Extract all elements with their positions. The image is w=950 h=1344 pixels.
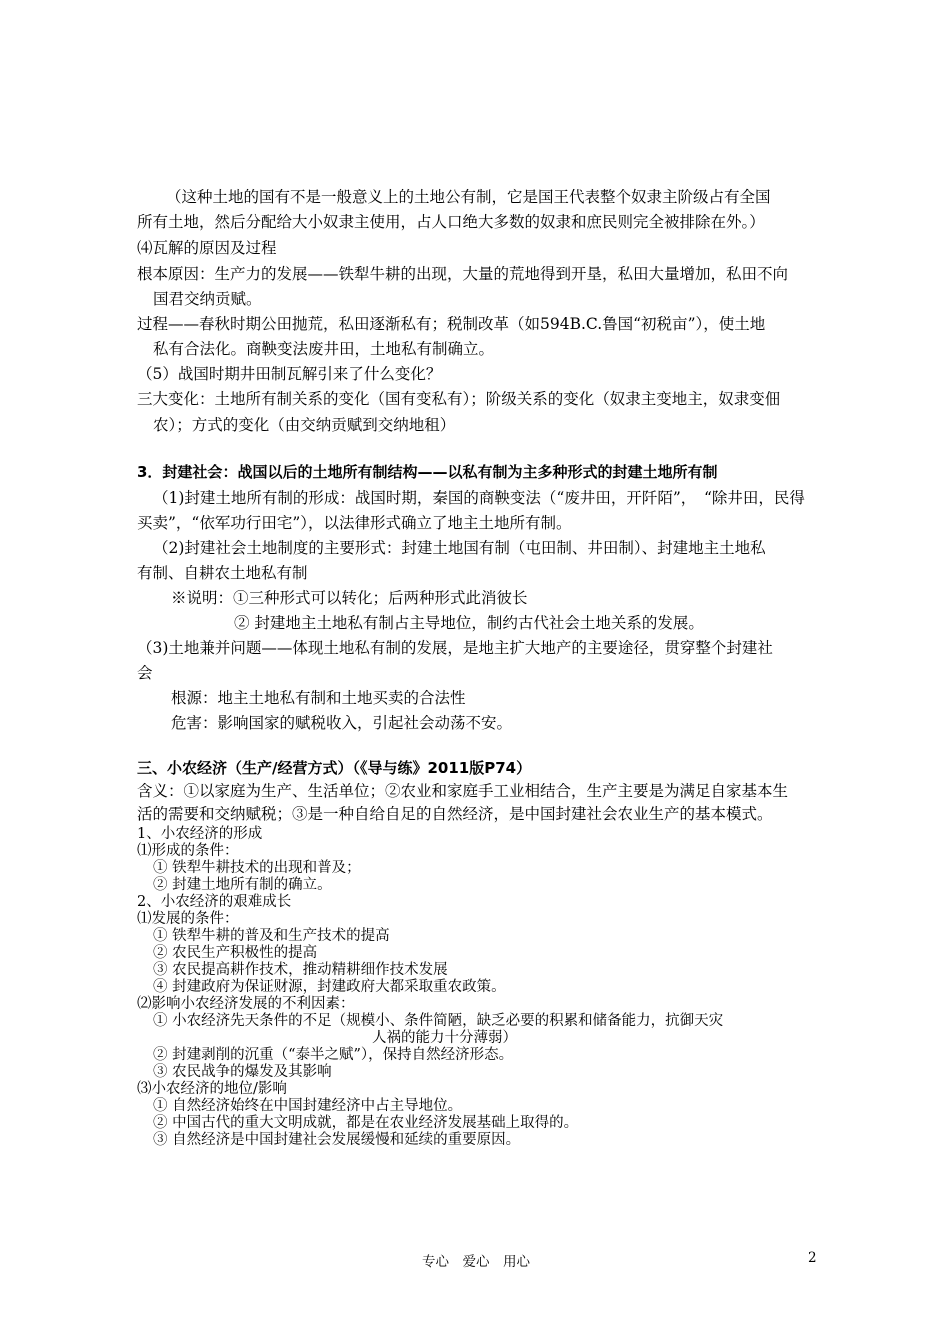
text-line: ⑴形成的条件：: [137, 843, 239, 859]
text-line: ② 中国古代的重大文明成就，都是在农业经济发展基础上取得的。: [153, 1115, 579, 1131]
text-line: ③ 农民战争的爆发及其影响: [153, 1064, 332, 1080]
text-line: ⑷瓦解的原因及过程: [137, 239, 277, 257]
page-number: 2: [808, 1250, 817, 1266]
text-line: 国君交纳贡赋。: [153, 290, 262, 308]
text-line: 过程——春秋时期公田抛荒，私田逐渐私有；税制改革（如594B.C.鲁国“初税亩”），使土地: [137, 315, 766, 333]
text-line: 买卖”，“依军功行田宅”），以法律形式确立了地主土地所有制。: [137, 514, 572, 532]
text-line: ① 铁犁牛耕的普及和生产技术的提高: [153, 928, 390, 944]
text-line: 农）；方式的变化（由交纳贡赋到交纳地租）: [153, 416, 456, 434]
text-line: 私有合法化。商鞅变法废井田，土地私有制确立。: [153, 340, 495, 358]
text-line: ⑴发展的条件：: [137, 911, 239, 927]
text-line: 人祸的能力十分薄弱）: [372, 1030, 517, 1046]
footer-motto: 专心 爱心 用心: [422, 1254, 530, 1270]
text-line: ③ 自然经济是中国封建社会发展缓慢和延续的重要原因。: [153, 1132, 521, 1148]
text-line: ② 农民生产积极性的提高: [153, 945, 318, 961]
text-line: ④ 封建政府为保证财源，封建政府大都采取重农政策。: [153, 979, 506, 995]
text-line: ① 小农经济先天条件的不足（规模小、条件简陋，缺乏必要的积累和储备能力，抗御天灾: [153, 1013, 724, 1029]
text-line: ② 封建剥削的沉重（“泰半之赋”），保持自然经济形态。: [153, 1047, 514, 1063]
text-line: 含义：①以家庭为生产、生活单位；②农业和家庭手工业相结合，生产主要是为满足自家基本生: [137, 782, 789, 800]
text-line: 根本原因：生产力的发展——铁犁牛耕的出现，大量的荒地得到开垦，私田大量增加，私田不向: [137, 265, 789, 283]
text-line: 1、小农经济的形成: [137, 826, 263, 842]
text-line: （2)封建社会土地制度的主要形式：封建土地国有制（屯田制、井田制）、封建地主土地私: [153, 539, 766, 557]
section-heading: 三、小农经济（生产/经营方式）（《导与练》2011版P74）: [137, 759, 532, 777]
text-line: 2、小农经济的艰难成长: [137, 894, 292, 910]
text-line: ① 铁犁牛耕技术的出现和普及；: [153, 860, 361, 876]
text-line: 三大变化：土地所有制关系的变化（国有变私有）；阶级关系的变化（奴隶主变地主，奴隶变佃: [137, 390, 781, 408]
section-heading: 3．封建社会：战国以后的土地所有制结构——以私有制为主多种形式的封建土地所有制: [137, 463, 718, 481]
text-line: ① 自然经济始终在中国封建经济中占主导地位。: [153, 1098, 463, 1114]
text-line: 危害：影响国家的赋税收入，引起社会动荡不安。: [171, 714, 513, 732]
text-line: 根源：地主土地私有制和土地买卖的合法性: [171, 689, 466, 707]
text-line: （1)封建土地所有制的形成：战国时期，秦国的商鞅变法（“废井田，开阡陌”， “除井田，民得: [153, 489, 805, 507]
text-line: ② 封建土地所有制的确立。: [153, 877, 332, 893]
text-line: （这种土地的国有不是一般意义上的土地公有制，它是国王代表整个奴隶主阶级占有全国: [166, 188, 771, 206]
text-line: ※说明：①三种形式可以转化；后两种形式此消彼长: [171, 589, 528, 607]
text-line: 所有土地，然后分配给大小奴隶主使用，占人口绝大多数的奴隶和庶民则完全被排除在外。）: [137, 213, 765, 231]
text-line: 会: [137, 664, 153, 682]
text-line: 活的需要和交纳赋税；③是一种自给自足的自然经济，是中国封建社会农业生产的基本模式。: [137, 805, 773, 823]
text-line: （5）战国时期井田制瓦解引来了什么变化？: [137, 365, 442, 383]
text-line: ⑶小农经济的地位/影响: [137, 1081, 287, 1097]
text-line: 有制、自耕农土地私有制: [137, 564, 308, 582]
text-line: ③ 农民提高耕作技术，推动精耕细作技术发展: [153, 962, 448, 978]
text-line: ② 封建地主土地私有制占主导地位，制约古代社会土地关系的发展。: [234, 614, 704, 632]
text-line: （3)土地兼并问题——体现土地私有制的发展，是地主扩大地产的主要途径，贯穿整个封建社: [137, 639, 773, 657]
text-line: ⑵影响小农经济发展的不利因素：: [137, 996, 355, 1012]
